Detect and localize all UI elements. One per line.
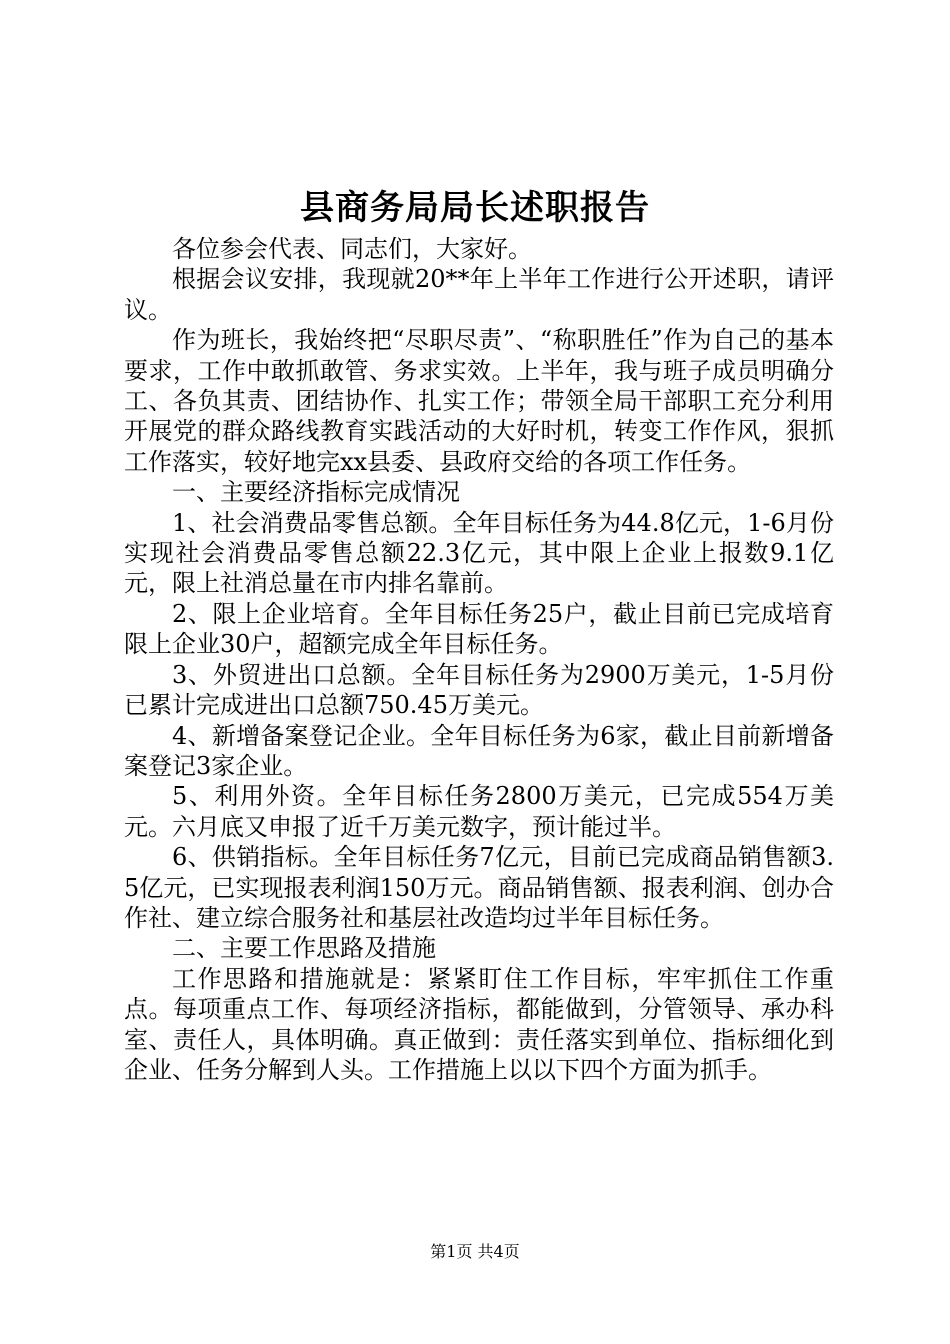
indicator-supply-marketing: 6、供销指标。全年目标任务7亿元，目前已完成商品销售额3.5亿元，已实现报表利润150万元。商品销售额、报表利润、创办合作社、建立综合服务社和基层社改造均过半年目标任务。 (124, 843, 834, 932)
indicator-retail-sales: 1、社会消费品零售总额。全年目标任务为44.8亿元，1-6月份实现社会消费品零售总额22.3亿元，其中限上企业上报数9.1亿元，限上社消总量在市内排名靠前。 (124, 508, 834, 598)
page-footer: 第1页 共4页 (430, 1242, 520, 1261)
overview-paragraph: 作为班长，我始终把“尽职尽责”、“称职胜任”作为自己的基本要求，工作中敢抓敢管、务求实效。上半年，我与班子成员明确分工、各负其责、团结协作、扎实工作；带领全局干部职工充分利用开展党的群众路线教育实践活动的大好时机，转变工作作风，狠抓工作落实，较好地完xx县委、县政府交给的各项工作任务。 (124, 326, 834, 476)
section-heading-economic-indicators: 一、主要经济指标完成情况 (172, 478, 460, 507)
document-title: 县商务局局长述职报告 (300, 188, 650, 228)
document-body (124, 234, 834, 1085)
greeting-paragraph: 各位参会代表、同志们，大家好。 (172, 235, 532, 263)
section-heading-work-ideas: 二、主要工作思路及措施 (172, 934, 436, 963)
indicator-new-registrations: 4、新增备案登记企业。全年目标任务为6家，截止目前新增备案登记3家企业。 (124, 721, 834, 780)
indicator-enterprise-cultivation: 2、限上企业培育。全年目标任务25户，截止目前已完成培育限上企业30户，超额完成全年目标任务。 (124, 599, 834, 659)
indicator-foreign-investment: 5、利用外资。全年目标任务2800万美元，已完成554万美元。六月底又申报了近千万美元数字，预计能过半。 (124, 782, 834, 841)
indicator-foreign-trade: 3、外贸进出口总额。全年目标任务为2900万美元，1-5月份已累计完成进出口总额750.45万美元。 (124, 660, 834, 720)
work-ideas-paragraph: 工作思路和措施就是：紧紧盯住工作目标，牢牢抓住工作重点。每项重点工作、每项经济指标，都能做到，分管领导、承办科室、责任人，具体明确。真正做到：责任落实到单位、指标细化到企业、任务分解到人头。工作措施上以以下四个方面为抓手。 (124, 964, 834, 1084)
intro-paragraph: 根据会议安排，我现就20**年上半年工作进行公开述职，请评议。 (124, 265, 834, 324)
